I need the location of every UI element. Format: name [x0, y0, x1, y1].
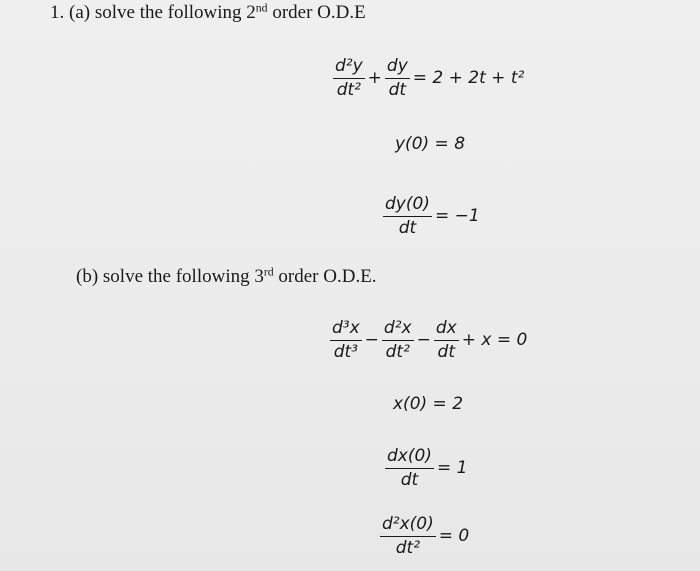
- ic-b3-rhs: = 0: [438, 526, 470, 546]
- part-a-heading: [50, 2, 366, 24]
- part-a-label-suffix: order O.D.E: [267, 2, 366, 23]
- ic-b2-num: dx(0): [385, 446, 434, 469]
- ode-b-term2-num: d²x: [382, 318, 414, 341]
- part-b-label-prefix: (b) solve the following 3: [76, 266, 264, 287]
- part-a-label-sup: nd: [255, 1, 268, 15]
- part-b-heading: [76, 266, 377, 288]
- ode-b-term3-num: dx: [434, 318, 459, 341]
- ode-a-term2-den: dt: [388, 80, 407, 100]
- part-b-label-suffix: order O.D.E.: [273, 266, 377, 287]
- ic-b2: [385, 446, 470, 490]
- ode-b-term3-den: dt: [437, 342, 455, 362]
- ic-a2-num: dy(0): [383, 194, 432, 217]
- ic-a2-rhs: = −1: [434, 206, 480, 226]
- part-b-label-sup: rd: [263, 265, 274, 279]
- ode-b: [330, 318, 530, 362]
- ode-b-rhs: + x = 0: [461, 330, 528, 350]
- ic-b3-frac: [380, 514, 436, 558]
- ic-a2: [383, 194, 483, 238]
- ode-b-term1-den: dt³: [333, 342, 358, 362]
- ic-b2-den: dt: [400, 470, 419, 490]
- ic-a2-frac: [383, 194, 432, 238]
- part-a-label-prefix: 1. (a) solve the following 2: [50, 2, 256, 23]
- ode-a-plus: +: [367, 68, 382, 88]
- ic-b2-rhs: = 1: [436, 458, 468, 478]
- ode-a-term1: [333, 56, 365, 100]
- ic-a2-den: dt: [398, 218, 417, 238]
- ic-b3: [380, 514, 472, 558]
- ode-a-term2-num: dy: [385, 56, 410, 79]
- ic-b3-den: dt²: [395, 538, 421, 558]
- ode-a-term1-num: d²y: [333, 56, 365, 79]
- ic-b3-num: d²x(0): [380, 514, 436, 537]
- ode-a-term2: [385, 56, 410, 100]
- ode-b-term3: [434, 318, 459, 362]
- ic-b1: x(0) = 2: [393, 394, 464, 414]
- ode-b-minus2: −: [416, 330, 431, 350]
- ode-b-term1-num: d³x: [330, 318, 362, 341]
- ode-b-term1: [330, 318, 362, 362]
- ode-a: [333, 56, 527, 100]
- ode-b-term2-den: dt²: [385, 342, 410, 362]
- ode-b-term2: [382, 318, 414, 362]
- ic-b2-frac: [385, 446, 434, 490]
- ic-a1: y(0) = 8: [395, 134, 466, 154]
- ode-a-term1-den: dt²: [336, 80, 361, 100]
- ode-b-minus1: −: [364, 330, 379, 350]
- ode-a-rhs: = 2 + 2t + t²: [412, 68, 525, 88]
